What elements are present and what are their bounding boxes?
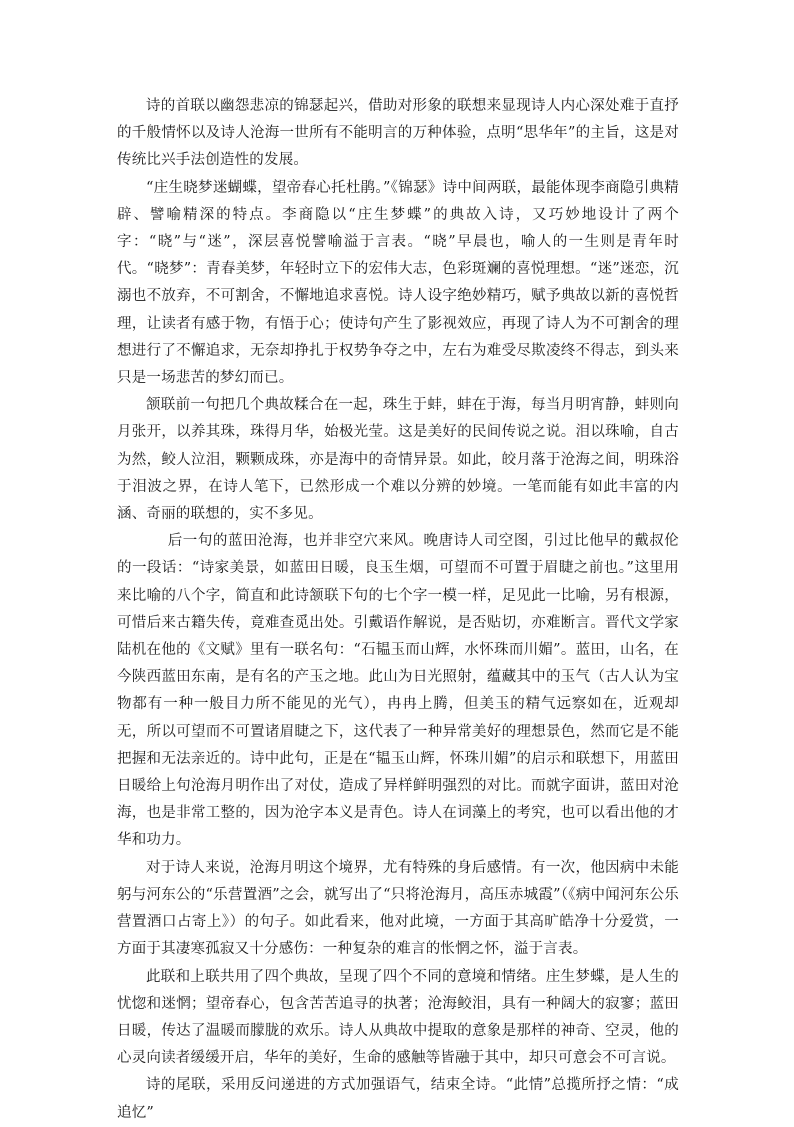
document-page (117, 93, 679, 1127)
paragraph-opening-couplet: 诗的首联以幽怨悲凉的锦瑟起兴，借助对形象的联想来显现诗人内心深处难于直抒的千般情怀以及诗人沧海一世所有不能明言的万种体验，点明“思华年”的主旨，这是对传统比兴手法创造性的发展。 (117, 98, 679, 169)
paragraph-lantian-jade: 后一句的蓝田沧海，也并非空穴来风。晚唐诗人司空图，引过比他早的戴叔伦的一段话：“诗家美景，如蓝田日暖，良玉生烟，可望而不可置于眉睫之前也。”这里用来比喻的八个字，简直和此诗颔联下句的七个字一模一样，足见此一比喻，另有根源，可惜后来古籍失传，竟难查觅出处。引戴语作解说，是否贴切，亦难断言。晋代文学家陆机在他的《文赋》里有一联名句：“石韫玉而山辉，水怀珠而川媚”。蓝田，山名，在今陕西蓝田东南，是有名的产玉之地。此山为日光照射，蕴藏其中的玉气（古人认为宝物都有一种一般目力所不能见的光气），冉冉上腾，但美玉的精气远察如在，近观却无，所以可望而不可置诸眉睫之下，这代表了一种异常美好的理想景色，然而它是不能把握和无法亲近的。诗中此句，正是在“韫玉山辉，怀珠川媚”的启示和联想下，用蓝田日暖给上句沧海月明作出了对仗，造成了异样鲜明强烈的对比。而就字面讲，蓝田对沧海，也是非常工整的，因为沧字本义是青色。诗人在词藻上的考究，也可以看出他的才华和功力。 (117, 533, 679, 849)
paragraph-pearl-tears: 颔联前一句把几个典故糅合在一起，珠生于蚌，蚌在于海，每当月明宵静，蚌则向月张开，以养其珠，珠得月华，始极光莹。这是美好的民间传说之说。泪以珠喻，自古为然，鲛人泣泪，颗颗成珠，亦是海中的奇情异景。如此，皎月落于沧海之间，明珠浴于泪波之界，在诗人笔下，已然形成一个难以分辨的妙境。一笔而能有如此丰富的内涵、奇丽的联想的，实不多见。 (117, 397, 679, 523)
paragraph-zhuangsheng-dream: “庄生晓梦迷蝴蝶，望帝春心托杜鹃。”《锦瑟》诗中间两联，最能体现李商隐引典精辟、譬喻精深的特点。李商隐以“庄生梦蝶”的典故入诗，又巧妙地设计了两个字：“晓”与“迷”，深层喜悦譬喻溢于言表。“晓”早晨也，喻人的一生则是青年时代。“晓梦”：青春美梦，年轻时立下的宏伟大志，色彩斑斓的喜悦理想。“迷”迷恋，沉溺也不放弃，不可割舍，不懈地追求喜悦。诗人设字绝妙精巧，赋予典故以新的喜悦哲理，让读者有感于物，有悟于心；使诗句产生了影视效应，再现了诗人为不可割舍的理想进行了不懈追求，无奈却挣扎于权势争夺之中，左右为难受尽欺凌终不得志，到头来只是一场悲苦的梦幻而已。 (117, 179, 679, 387)
paragraph-final-couplet: 诗的尾联，采用反问递进的方式加强语气，结束全诗。“此情”总揽所抒之情：“成追忆” (117, 1077, 679, 1121)
paragraph-four-allusions: 此联和上联共用了四个典故，呈现了四个不同的意境和情绪。庄生梦蝶，是人生的忧惚和迷惘；望帝春心，包含苦苦追寻的执著；沧海鲛泪，具有一种阔大的寂寥；蓝田日暖，传达了温暖而朦胧的欢乐。诗人从典故中提取的意象是那样的神奇、空灵，他的心灵向读者缓缓开启，华年的美好，生命的感触等皆融于其中，却只可意会不可言说。 (117, 968, 679, 1067)
paragraph-canghai-moon: 对于诗人来说，沧海月明这个境界，尤有特殊的身后感情。有一次，他因病中未能躬与河东公的“乐营置酒”之会，就写出了“只将沧海月，高压赤城霞”（《病中闻河东公乐营置酒口占寄上》）的句子。如此看来，他对此境，一方面于其高旷皓净十分爱赏，一方面于其凄寒孤寂又十分感伤：一种复杂的难言的怅惘之怀，溢于言表。 (117, 859, 679, 958)
